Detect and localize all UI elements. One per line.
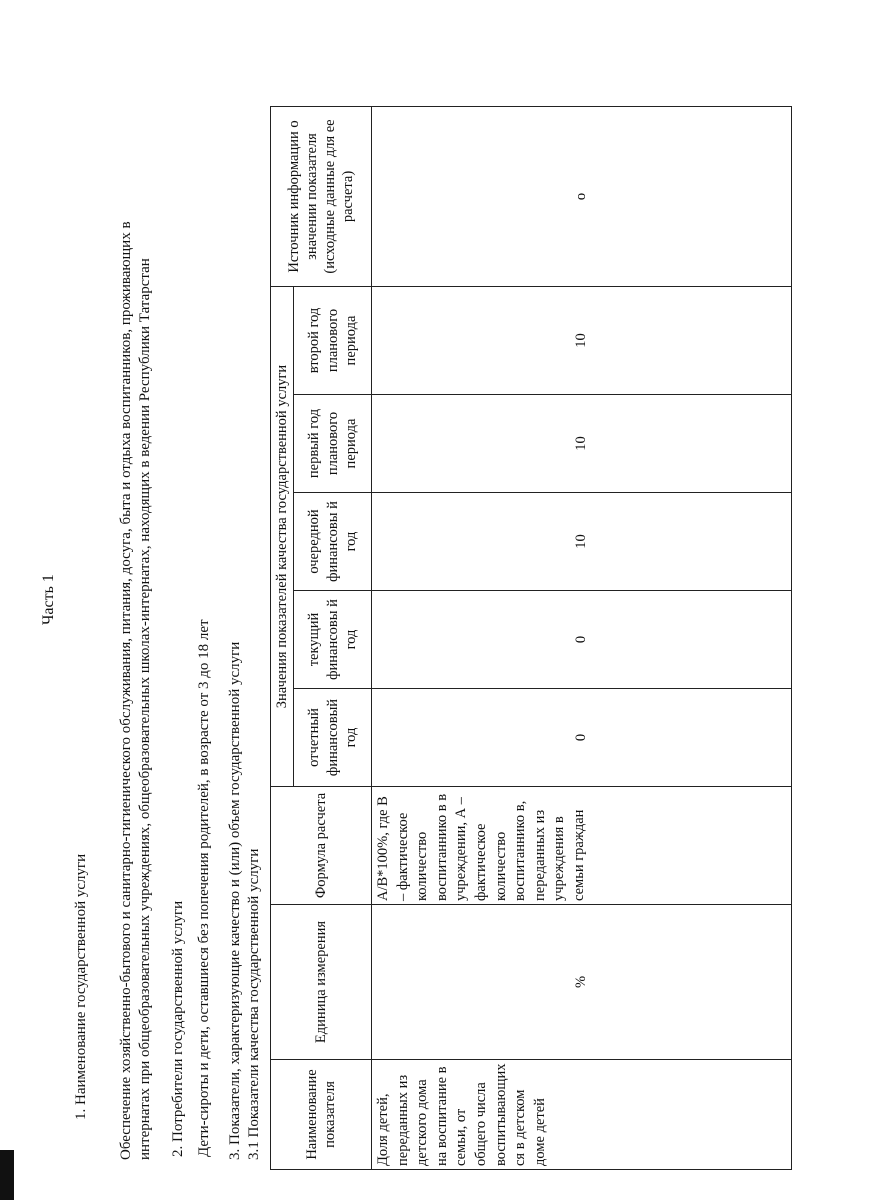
header-year-current: текущий финансовы й год — [294, 591, 372, 689]
cell-plan1: 10 — [372, 395, 792, 493]
quality-indicators-table — [270, 106, 792, 1170]
header-formula: Формула расчета — [271, 787, 372, 905]
header-year-plan1: первый год планового периода — [294, 395, 372, 493]
service-name-line-1: Обеспечение хозяйственно-бытового и санитарно-гигиенического обслуживания, питания, досуга, быта и отдыха воспитанников, проживающих в — [118, 221, 134, 1160]
cell-next: 10 — [372, 493, 792, 591]
service-name-line-2: интернатах при общеобразовательных учреждениях, общеобразовательных школах-интернатах, находящих в ведении Республики Татарстан — [137, 258, 153, 1160]
cell-indicator: Доля детей, переданных из детского дома на воспитание в семьи, от общего числа воспитывающихся в детском доме детей — [372, 1060, 792, 1170]
section-2-label: 2. Потребители государственной услуги — [170, 900, 186, 1157]
header-indicator-name: Наименование показателя — [271, 1060, 372, 1170]
part-title: Часть 1 — [40, 574, 57, 625]
section-3-1-label: 3.1 Показатели качества государственной услуги — [246, 848, 262, 1160]
header-year-next: очередной финансовы й год — [294, 493, 372, 591]
cell-source: о — [372, 107, 792, 287]
section-1-label: 1. Наименование государственной услуги — [73, 853, 89, 1120]
header-source: Источник информации о значении показателя (исходные данные для ее расчета) — [271, 107, 372, 287]
header-unit: Единица измерения — [271, 905, 372, 1060]
cell-unit: % — [372, 905, 792, 1060]
section-3-label: 3. Показатели, характеризующие качество и (или) объем государственной услуги — [227, 641, 243, 1160]
cell-reporting: 0 — [372, 689, 792, 787]
consumers-text: Дети-сироты и дети, оставшиеся без попечения родителей, в возрасте от 3 до 18 лет — [196, 619, 212, 1157]
header-year-plan2: второй год планового периода — [294, 287, 372, 395]
cell-formula: А/В*100%, где В – фактическое количество воспитаннико в в учреждении, А – фактическое количество воспитаннико в, переданных из учреждения в семьи граждан — [372, 787, 792, 905]
header-year-reporting: отчетный финансовый год — [294, 689, 372, 787]
table-row — [372, 107, 792, 1170]
cell-current: 0 — [372, 591, 792, 689]
cell-plan2: 10 — [372, 287, 792, 395]
header-values-group: Значения показателей качества государственной услуги — [271, 287, 294, 787]
